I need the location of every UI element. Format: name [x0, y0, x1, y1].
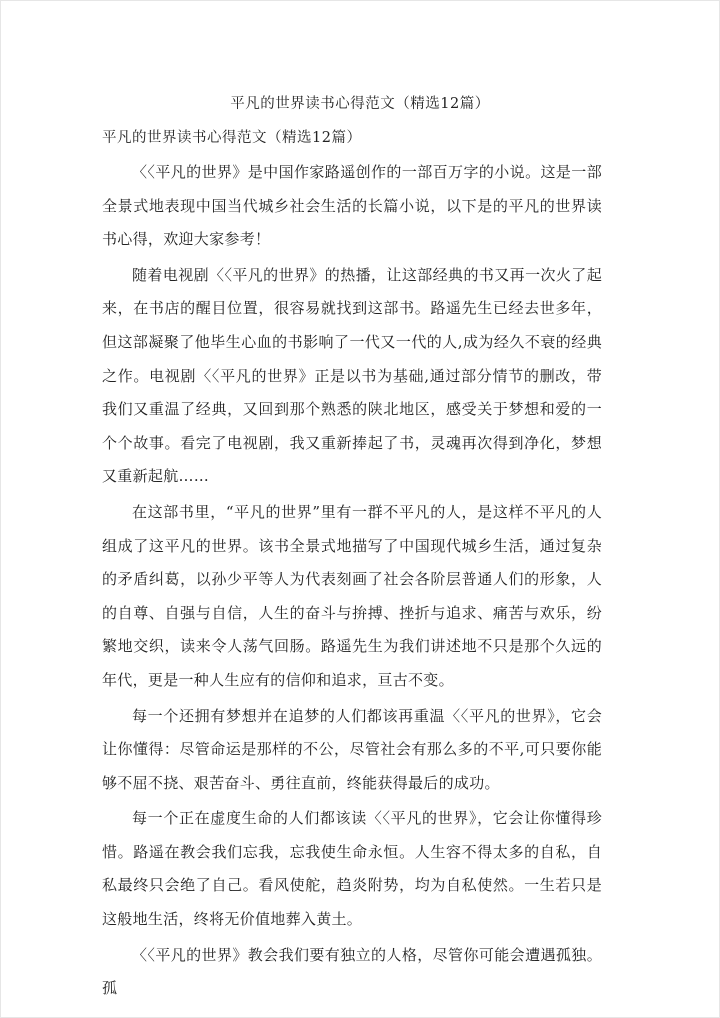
- paragraph-4: 每一个还拥有梦想并在追梦的人们都该再重温〈〈平凡的世界》，它会让你懂得：尽管命运是那样的不公，尽管社会有那么多的不平,可只要你能够不屈不挠、艰苦奋斗、勇往直前，终能获得最后的成功。: [102, 706, 602, 792]
- document-subtitle: 平凡的世界读书心得范文（精选12篇）: [102, 130, 362, 146]
- paragraph-5: 每一个正在虚度生命的人们都该读〈〈平凡的世界》，它会让你懂得珍惜。路遥在教会我们忘我，忘我使生命永恒。人生容不得太多的自私，自私最终只会绝了自己。看风使舵，趋炎附势，均为自私使然。一生若只是这般地生活，终将无价值地葬入黄土。: [102, 809, 602, 929]
- paragraph-6: 〈〈平凡的世界》教会我们要有独立的人格，尽管你可能会遭遇孤独。孤: [102, 945, 602, 998]
- document-title: 平凡的世界读书心得范文（精选12篇）: [230, 96, 490, 112]
- paragraph-3: 在这部书里，“平凡的世界”里有一群不平凡的人，是这样不平凡的人组成了这平凡的世界。该书全景式地描写了中国现代城乡生活，通过复杂的矛盾纠葛，以孙少平等人为代表刻画了社会各阶层普通人们的形象，人的自尊、自强与自信，人生的奋斗与拚搏、挫折与追求、痛苦与欢乐，纷繁地交织，读来令人荡气回肠。路遥先生为我们讲述地不只是那个久远的年代，更是一种人生应有的信仰和追求，亘古不变。: [102, 502, 602, 689]
- paragraph-2: 随着电视剧〈〈平凡的世界》的热播，让这部经典的书又再一次火了起来，在书店的醒目位置，很容易就找到这部书。路遥先生已经去世多年，但这部凝聚了他毕生心血的书影响了一代又一代的人,成为经久不衰的经典之作。电视剧〈〈平凡的世界》正是以书为基础,通过部分情节的删改，带我们又重温了经典，又回到那个熟悉的陕北地区，感受关于梦想和爱的一个个故事。看完了电视剧，我又重新捧起了书，灵魂再次得到净化，梦想又重新起航……: [102, 265, 602, 486]
- paragraph-1: 〈〈平凡的世界》是中国作家路遥创作的一部百万字的小说。这是一部全景式地表现中国当代城乡社会生活的长篇小说，以下是的平凡的世界读书心得，欢迎大家参考！: [102, 163, 602, 249]
- document-body: [102, 156, 602, 1008]
